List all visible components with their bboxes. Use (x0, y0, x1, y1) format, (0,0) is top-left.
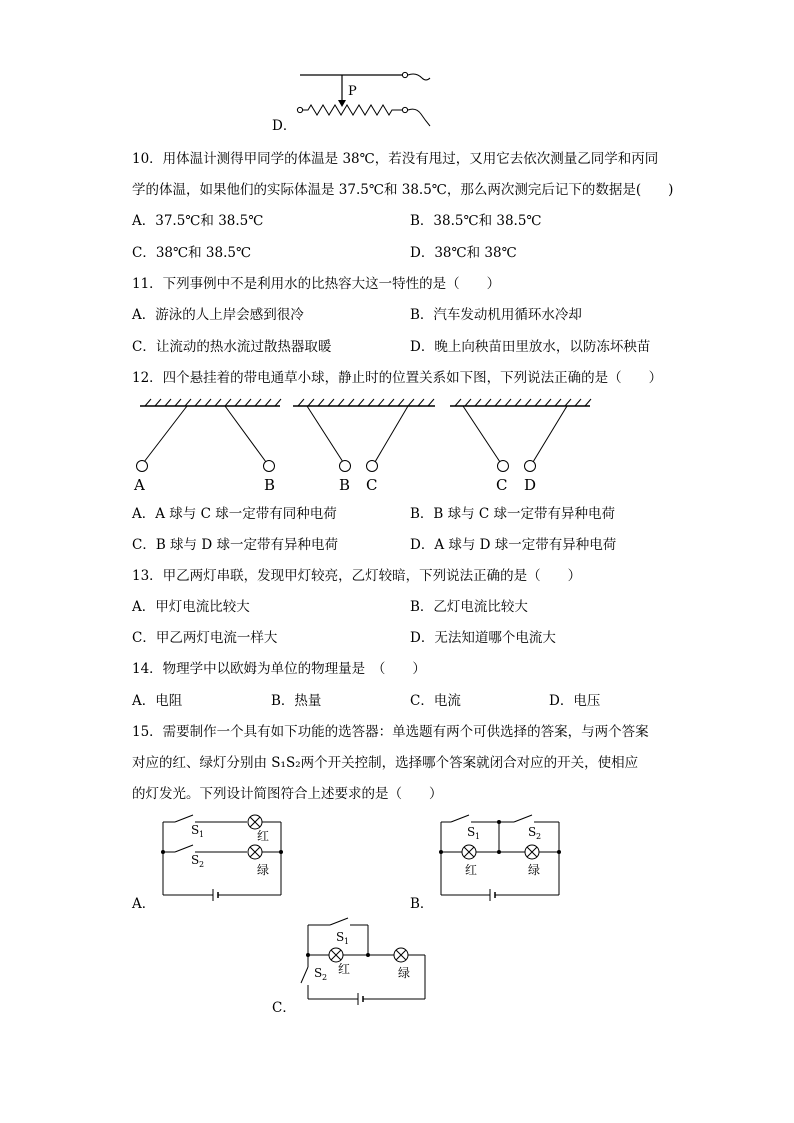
lamp-red-label: 红 (338, 962, 351, 976)
ball-label-d: D (524, 476, 537, 494)
switch-s2-label: S (528, 825, 537, 839)
switch-s2-sub: 2 (199, 860, 205, 869)
q14-stem: 14．物理学中以欧姆为单位的物理量是 （ ） (132, 661, 426, 677)
q14-option-b: B．热量 (271, 693, 322, 709)
q12-option-b: B．B 球与 C 球一定带有异种电荷 (410, 506, 616, 522)
switch-s2-sub: 2 (536, 832, 542, 841)
ball-c2 (498, 461, 509, 472)
switch-s1-label: S (191, 823, 200, 837)
q11-option-b: B．汽车发动机用循环水冷却 (410, 307, 582, 323)
q11-option-a: A．游泳的人上岸会感到很冷 (132, 307, 304, 323)
lamp-green-label: 绿 (257, 863, 270, 877)
q15-stem-line2: 对应的红、绿灯分别由 S₁S₂两个开关控制，选择哪个答案就闭合对应的开关，使相应 (132, 755, 639, 771)
q12-option-d: D．A 球与 D 球一定带有异种电荷 (410, 537, 617, 553)
circuit-c-option-label: C． (272, 1000, 296, 1016)
q13-option-b: B．乙灯电流比较大 (410, 599, 528, 615)
q13-option-c: C．甲乙两灯电流一样大 (132, 630, 278, 646)
q10-option-a: A．37.5℃和 38.5℃ (132, 213, 264, 229)
switch-s2-sub: 2 (322, 973, 328, 982)
ball-c (367, 461, 378, 472)
lamp-green-label: 绿 (528, 863, 541, 877)
ball-d (525, 461, 536, 472)
slider-label: P (348, 84, 357, 99)
switch-s2-label: S (191, 853, 200, 867)
ball-label-a: A (134, 476, 145, 494)
q10-stem-line2: 学的体温，如果他们的实际体温是 37.5℃和 38.5℃，那么两次测完后记下的数据是( ) (132, 182, 674, 198)
circuit-b (435, 812, 570, 902)
q14-option-d: D．电压 (549, 693, 601, 709)
switch-s1-label: S (336, 930, 345, 944)
q11-option-d: D．晚上向秧苗田里放水，以防冻坏秧苗 (410, 339, 651, 355)
circuit-a (155, 812, 295, 902)
q10-option-d: D．38℃和 38℃ (410, 245, 517, 261)
q12-option-c: C．B 球与 D 球一定带有异种电荷 (132, 537, 338, 553)
q13-option-a: A．甲灯电流比较大 (132, 599, 250, 615)
q10-option-b: B．38.5℃和 38.5℃ (410, 213, 542, 229)
q9-option-d-label: D． (272, 118, 297, 134)
q15-stem-line3: 的灯发光。下列设计简图符合上述要求的是（ ） (132, 786, 443, 802)
circuit-b-option-label: B． (410, 896, 434, 912)
q12-stem: 12．四个悬挂着的带电通草小球，静止时的位置关系如下图，下列说法正确的是（ ） (132, 370, 663, 386)
q12-option-a: A．A 球与 C 球一定带有同种电荷 (132, 506, 337, 522)
charged-balls-diagram (125, 392, 600, 497)
ball-b2 (340, 461, 351, 472)
q10-option-c: C．38℃和 38.5℃ (132, 245, 252, 261)
switch-s1-label: S (467, 825, 476, 839)
switch-s1-sub: 1 (475, 832, 481, 841)
switch-s2-label: S (314, 966, 323, 980)
q11-option-c: C．让流动的热水流过散热器取暖 (132, 339, 332, 355)
switch-s1-sub: 1 (344, 937, 350, 946)
ball-label-c2: C (496, 476, 508, 494)
q14-option-c: C．电流 (410, 693, 461, 709)
q14-option-a: A．电阻 (132, 693, 183, 709)
ball-b (264, 461, 275, 472)
ball-a (137, 461, 148, 472)
ceiling-middle (293, 399, 435, 406)
q15-stem-line1: 15．需要制作一个具有如下功能的选答器：单选题有两个可供选择的答案，与两个答案 (132, 724, 649, 740)
circuit-c (300, 915, 435, 1005)
q13-option-d: D．无法知道哪个电流大 (410, 630, 556, 646)
ball-label-b2: B (339, 476, 351, 494)
q13-stem: 13．甲乙两灯串联，发现甲灯较亮，乙灯较暗，下列说法正确的是（ ） (132, 568, 582, 584)
circuit-a-option-label: A． (132, 896, 156, 912)
ceiling-right (450, 399, 591, 406)
lamp-red-label: 红 (465, 863, 478, 877)
lamp-red-label: 红 (257, 829, 270, 843)
ceiling-left (140, 399, 281, 406)
lamp-green-label: 绿 (398, 966, 411, 980)
ball-label-b: B (264, 476, 276, 494)
q10-stem-line1: 10．用体温计测得甲同学的体温是 38℃，若没有甩过，又用它去依次测量乙同学和丙同 (132, 151, 659, 167)
switch-s1-sub: 1 (199, 830, 205, 839)
ball-label-c: C (366, 476, 378, 494)
rheostat-diagram (290, 60, 440, 135)
q11-stem: 11．下列事例中不是利用水的比热容大这一特性的是（ ） (132, 276, 501, 292)
